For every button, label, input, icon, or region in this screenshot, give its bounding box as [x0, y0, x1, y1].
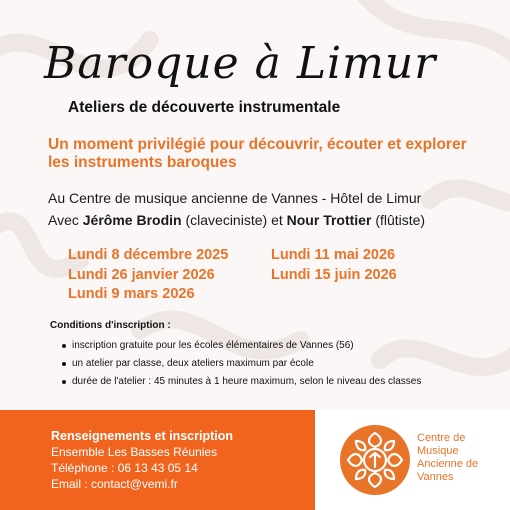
performer-1-role: (claveciniste)	[185, 212, 268, 228]
with-prefix: Avec	[48, 212, 79, 228]
date-item: Lundi 26 janvier 2026	[68, 266, 215, 283]
centre-musique-logo-icon	[339, 424, 411, 496]
logo-block	[315, 410, 510, 510]
condition-item: inscription gratuite pour les écoles élémentaires de Vannes (56)	[62, 337, 500, 355]
logo-line: Vannes	[417, 471, 454, 483]
performer-1-name: Jérôme Brodin	[82, 212, 182, 228]
performer-2-name: Nour Trottier	[286, 212, 372, 228]
condition-item: un atelier par classe, deux ateliers maximum par école	[62, 355, 500, 373]
logo-line: Ancienne de	[417, 458, 479, 470]
contact-email[interactable]: Email : contact@vemi.fr	[51, 477, 178, 491]
date-item: Lundi 8 décembre 2025	[68, 247, 229, 263]
tagline: Un moment privilégié pour découvrir, écouter et explorer les instruments baroques	[48, 136, 467, 171]
contact-organization: Ensemble Les Basses Réunies	[51, 445, 218, 459]
contact-footer	[0, 410, 315, 510]
contact-phone[interactable]: Téléphone : 06 13 43 05 14	[51, 461, 198, 475]
venue-info	[48, 187, 498, 231]
conditions-section	[50, 320, 500, 391]
date-item: Lundi 11 mai 2026	[271, 247, 396, 263]
page-title: Baroque à Limur	[44, 38, 437, 89]
conjunction: et	[271, 212, 283, 228]
conditions-list	[50, 337, 500, 391]
date-item: Lundi 15 juin 2026	[271, 266, 397, 283]
performer-2-role: (flûtiste)	[375, 212, 426, 228]
logo-text	[417, 432, 507, 484]
contact-heading: Renseignements et inscription	[51, 429, 233, 443]
logo-line: Musique	[417, 445, 459, 457]
dates-column-2	[271, 246, 397, 285]
condition-item: durée de l'atelier : 45 minutes à 1 heure maximum, selon le niveau des classes	[62, 373, 500, 391]
venue-performers	[48, 209, 498, 231]
logo-line: Centre de	[417, 432, 466, 444]
date-item: Lundi 9 mars 2026	[68, 286, 195, 302]
venue-location: Au Centre de musique ancienne de Vannes - Hôtel de Limur	[48, 190, 422, 206]
page-subtitle: Ateliers de découverte instrumentale	[68, 99, 341, 116]
conditions-title: Conditions d'inscription :	[50, 320, 171, 331]
dates-column-1	[68, 246, 228, 305]
